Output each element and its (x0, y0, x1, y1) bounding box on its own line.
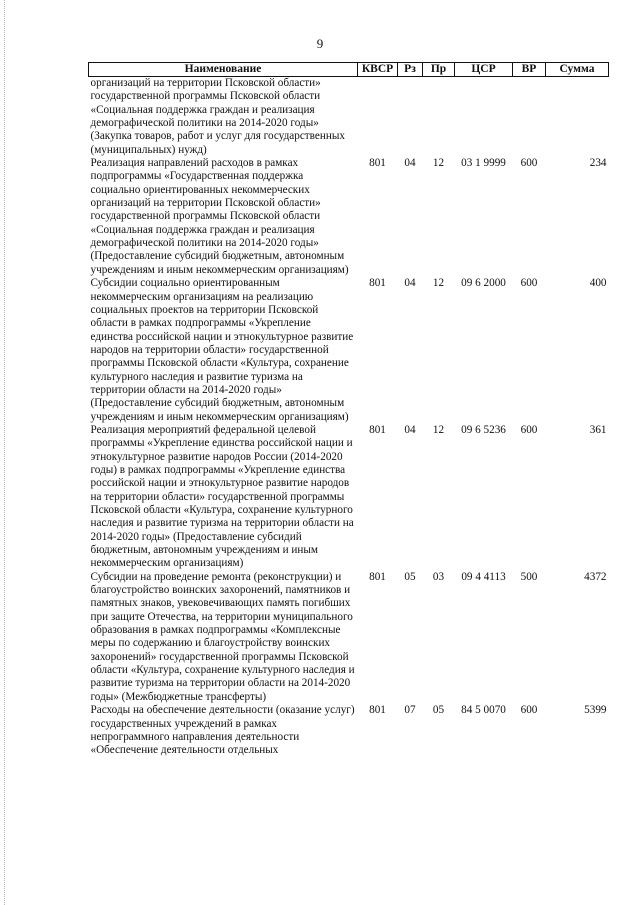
row-kvsr: 801 (369, 277, 386, 290)
table-row (89, 424, 609, 571)
row-pr: 12 (432, 277, 445, 290)
row-sum: 234 (589, 157, 607, 170)
scan-edge (4, 0, 5, 905)
row-pr (423, 77, 455, 158)
row-kvsr: 801 (369, 704, 386, 717)
row-rz: 04 (404, 277, 416, 290)
header-csr: ЦСР (455, 63, 513, 77)
row-csr: 84 5 0070 (461, 704, 506, 717)
row-pr: 12 (432, 423, 445, 436)
header-rz: Рз (398, 63, 423, 77)
row-vr (513, 77, 546, 158)
row-sum: 361 (589, 423, 607, 436)
table-row (89, 704, 609, 757)
row-sum: 400 (589, 277, 607, 290)
row-vr: 600 (520, 423, 538, 436)
row-kvsr: 801 (369, 423, 386, 436)
row-pr: 03 (432, 570, 445, 583)
table-row (89, 77, 609, 158)
header-sum: Сумма (546, 63, 609, 77)
row-kvsr: 801 (369, 157, 386, 170)
row-csr: 09 6 5236 (461, 423, 506, 436)
row-vr: 600 (520, 277, 538, 290)
table-row (89, 571, 609, 704)
row-csr: 09 6 2000 (461, 277, 506, 290)
row-rz: 04 (404, 423, 416, 436)
row-rz (398, 77, 423, 158)
row-csr: 09 4 4113 (461, 570, 506, 583)
row-name: Субсидии на проведение ремонта (реконструкции) и благоустройство воинских захоронений, памятников и памятных знаков, увековечивающих память погибших при защите Отечества, на территории муниципального образования в рамках подпрограммы «Комплексные меры по содержанию и благоустройству воинских захоронений» государственной программы Псковской области «Культура, сохранение культурного наследия и развитие туризма на территории области на 2014-2020 годы» (Межбюджетные трансферты) (90, 570, 355, 703)
row-name: Реализация мероприятий федеральной целевой программы «Укрепление единства российской нации и этнокультурное развитие народов России (2014-2020 годы) в рамках подпрограммы «Укрепление единства российской нации и этнокультурное развитие народов на территории области» государственной программы Псковской области «Культура, сохранение культурного наследия и развитие туризма на территории области на 2014-2020 годы» (Предоставление субсидий бюджетным, автономным учреждениям и иным некоммерческим организациям) (90, 423, 354, 570)
row-vr: 600 (520, 704, 538, 717)
header-pr: Пр (423, 63, 455, 77)
row-sum: 5399 (584, 704, 607, 717)
table-header (89, 63, 609, 77)
row-sum: 4372 (584, 570, 607, 583)
row-name: Расходы на обеспечение деятельности (оказание услуг) государственных учреждений в рамках непрограммного направления деятельности «Обеспечение деятельности отдельных (90, 704, 355, 757)
row-rz: 04 (404, 157, 416, 170)
row-vr: 600 (520, 157, 538, 170)
row-rz: 05 (404, 570, 416, 583)
row-rz: 07 (404, 704, 416, 717)
row-csr: 03 1 9999 (461, 157, 506, 170)
row-name: Субсидии социально ориентированным некоммерческим организациям на реализацию социальных проектов на территории Псковской области в рамках подпрограммы «Укрепление единства российской нации и этнокультурное развитие народов на территории области» государственной программы Псковской области «Культура, сохранение культурного наследия и развитие туризма на территории области на 2014-2020 годы» (Предоставление субсидий бюджетным, автономным учреждениям и иным некоммерческим организациям) (90, 277, 354, 423)
row-kvsr: 801 (369, 570, 386, 583)
row-kvsr (358, 77, 398, 158)
row-sum (546, 77, 609, 158)
header-name: Наименование (89, 63, 358, 77)
table-row (89, 157, 609, 277)
row-vr: 500 (520, 570, 538, 583)
budget-table (88, 62, 609, 758)
row-csr (455, 77, 513, 158)
header-vr: ВР (513, 63, 546, 77)
table-row (89, 277, 609, 424)
row-name: организаций на территории Псковской области» государственной программы Псковской области «Социальная поддержка граждан и реализация демографической политики на 2014-2020 годы» (Закупка товаров, работ и услуг для государственных (муниципальных) нужд) (90, 77, 345, 156)
row-name: Реализация направлений расходов в рамках подпрограммы «Государственная поддержка социально ориентированных некоммерческих организаций на территории Псковской области» государственной программы Псковской области «Социальная поддержка граждан и реализация демографической политики на 2014-2020 годы» (Предоставление субсидий бюджетным, автономным учреждениям и иным некоммерческим организациям) (90, 157, 349, 276)
row-pr: 05 (432, 704, 445, 717)
page-number: 9 (316, 36, 324, 51)
row-pr: 12 (432, 157, 445, 170)
header-kvsr: КВСР (358, 63, 398, 77)
